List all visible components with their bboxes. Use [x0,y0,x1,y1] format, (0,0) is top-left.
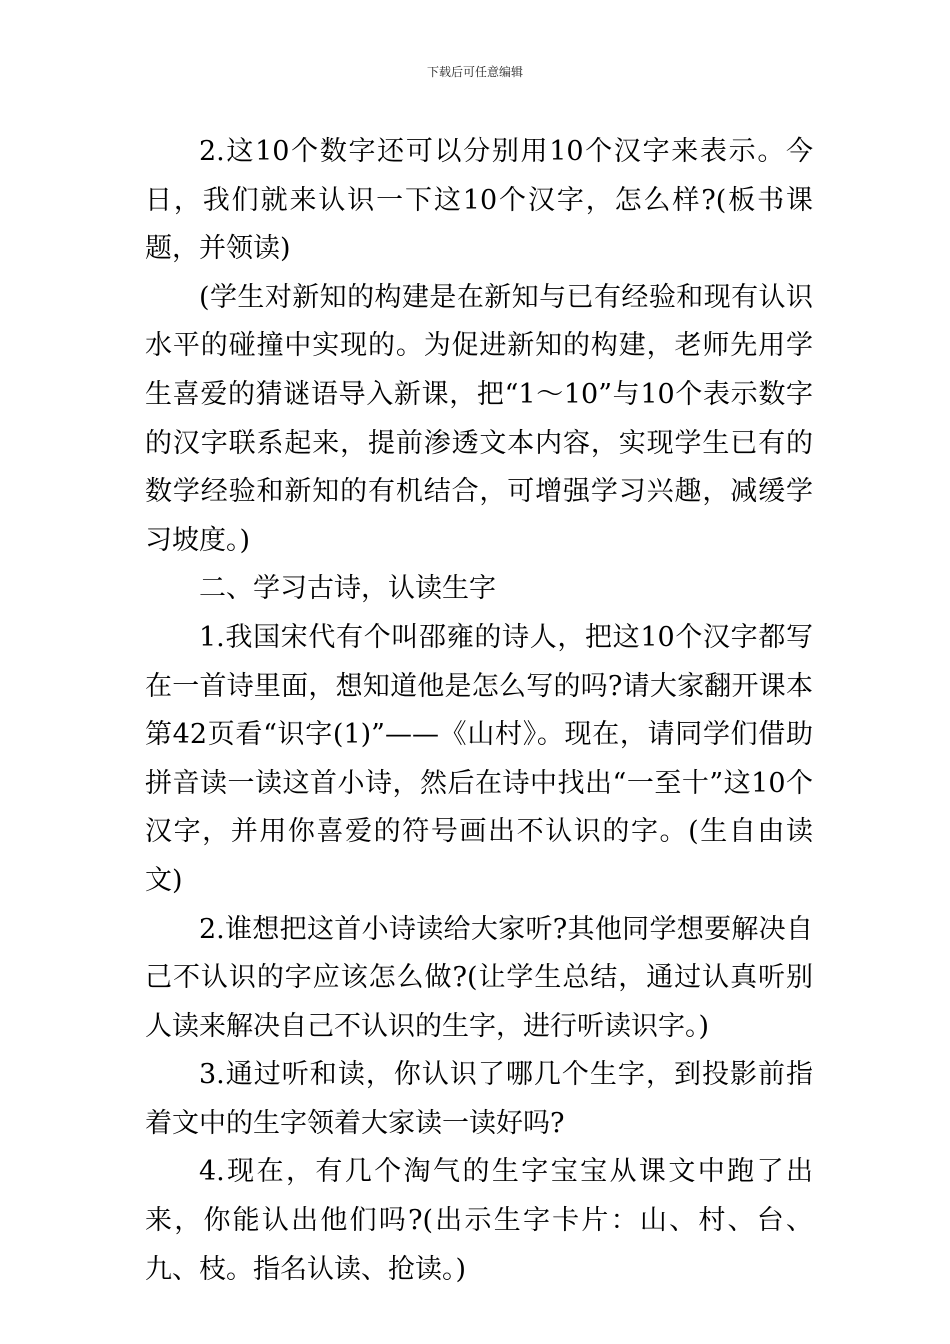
document-body [145,128,813,1294]
paragraph-step-3: 3.通过听和读，你认识了哪几个生字，到投影前指着文中的生字领着大家读一读好吗? [145,1059,813,1139]
paragraph-step-2: 2.谁想把这首小诗读给大家听?其他同学想要解决自己不认识的字应该怎么做?(让学生总结，通过认真听别人读来解决自己不认识的生字，进行听读识字。) [145,913,813,1042]
paragraph-teaching-note: (学生对新知的构建是在新知与已有经验和现有认识水平的碰撞中实现的。为促进新知的构建，老师先用学生喜爱的猜谜语导入新课，把“1～10”与10个表示数字的汉字联系起来，提前渗透文本内容，实现学生已有的数学经验和新知的有机结合，可增强学习兴趣，减缓学习坡度。) [145,281,813,556]
paragraph-step-1: 1.我国宋代有个叫邵雍的诗人，把这10个汉字都写在一首诗里面，想知道他是怎么写的吗?请大家翻开课本第42页看“识字(1)”——《山村》。现在，请同学们借助拼音读一读这首小诗，然后在诗中找出“一至十”这10个汉字，并用你喜爱的符号画出不认识的字。(生自由读文) [145,621,813,896]
page-header: 下载后可任意编辑 [426,65,523,79]
section-heading-learn-poem: 二、学习古诗，认读生字 [199,573,496,605]
paragraph-step-4: 4.现在，有几个淘气的生字宝宝从课文中跑了出来，你能认出他们吗?(出示生字卡片：山、村、台、九、枝。指名认读、抢读。) [145,1156,813,1285]
paragraph-intro-numbers: 2.这10个数字还可以分别用10个汉字来表示。今日，我们就来认识一下这10个汉字，怎么样?(板书课题，并领读) [145,136,813,265]
